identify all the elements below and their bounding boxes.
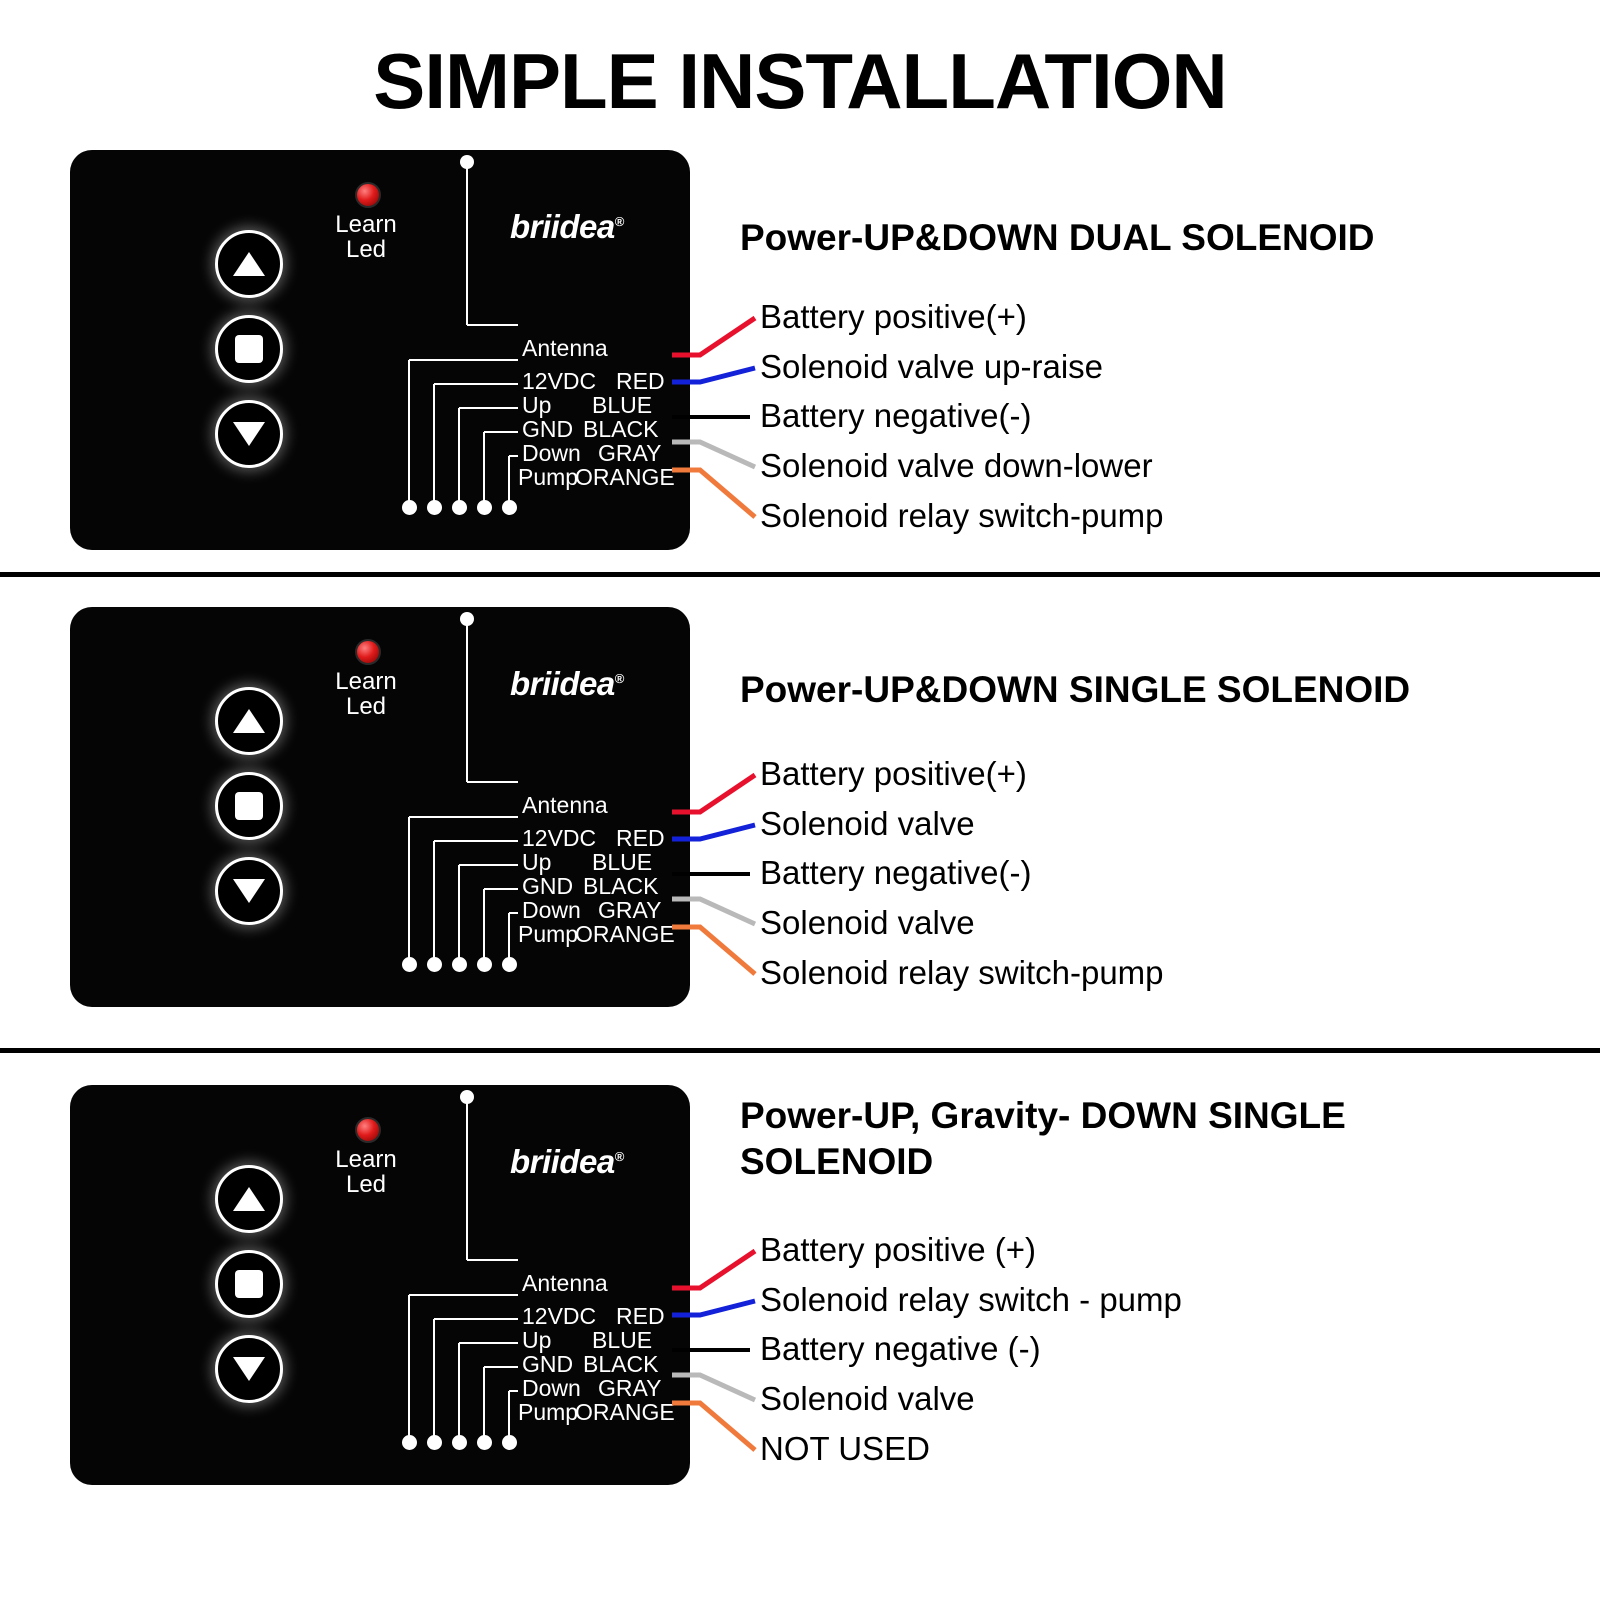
learn-led-label-line2: Led [345,693,387,721]
learn-led-icon [355,639,381,665]
down-button[interactable] [215,400,283,468]
remote-control-panel [70,150,690,550]
learn-led-label-line2: Led [345,236,387,264]
wire-label: Solenoid relay switch-pump [760,497,1164,534]
terminal-pin [452,957,467,972]
terminal-pin [427,500,442,515]
learn-led-label-line2: Led [345,1171,387,1199]
stop-button[interactable] [215,1250,283,1318]
triangle-up-icon [233,1187,265,1211]
learn-led-icon [355,1117,381,1143]
stop-button[interactable] [215,315,283,383]
wire-label: Solenoid relay switch - pump [760,1281,1182,1318]
pin-color-up: BLUE [592,392,653,418]
pin-label-12vdc: 12VDC [522,1303,597,1329]
learn-led-label-line1: Learn [335,668,397,695]
terminal-pin [402,500,417,515]
pin-color-pump: ORANGE [575,921,675,947]
pin-color-gnd: BLACK [583,416,659,442]
pin-color-12vdc: RED [616,368,665,394]
up-button[interactable] [215,230,283,298]
terminal-pin [477,1435,492,1450]
pin-color-down: GRAY [598,440,662,466]
terminal-pin [477,500,492,515]
triangle-down-icon [233,422,265,446]
wire-label: Solenoid relay switch-pump [760,954,1164,991]
pin-label-up: Up [522,849,552,875]
antenna-terminal-dot [460,612,474,626]
pin-color-gnd: BLACK [583,1351,659,1377]
section-heading: Power-UP, Gravity- DOWN SINGLE SOLENOID [740,1095,1346,1183]
terminal-pin [427,1435,442,1450]
pin-color-pump: ORANGE [575,464,675,490]
stop-button[interactable] [215,772,283,840]
section-heading: Power-UP&DOWN SINGLE SOLENOID [740,669,1411,710]
terminal-pin [502,1435,517,1450]
terminal-pin [502,957,517,972]
section-single-solenoid [0,577,1600,1032]
triangle-down-icon [233,879,265,903]
learn-led-label [306,212,426,262]
pin-label-pump: Pump [518,464,579,490]
triangle-down-icon [233,1357,265,1381]
terminal-pin [402,957,417,972]
down-button[interactable] [215,1335,283,1403]
wire-label: Battery positive(+) [760,755,1027,792]
wire-label: NOT USED [760,1430,930,1467]
wire-label: Battery negative(-) [760,854,1032,891]
remote-control-panel [70,607,690,1007]
square-stop-icon [235,1270,263,1298]
section-dual-solenoid [0,120,1600,550]
terminal-pin [452,1435,467,1450]
pin-label-pump: Pump [518,921,579,947]
section-gravity-down-single-solenoid [0,1053,1600,1523]
up-button[interactable] [215,1165,283,1233]
brand-logo [510,1143,624,1181]
triangle-up-icon [233,709,265,733]
learn-led-icon [355,182,381,208]
remote-control-panel [70,1085,690,1485]
brand-name: briidea [510,208,615,245]
page-title: SIMPLE INSTALLATION [373,37,1227,125]
pin-color-pump: ORANGE [575,1399,675,1425]
brand-logo [510,208,624,246]
wire-label: Battery positive(+) [760,298,1027,335]
up-button[interactable] [215,687,283,755]
pin-label-gnd: GND [522,1351,574,1377]
wire-label: Solenoid valve [760,1380,975,1417]
brand-logo [510,665,624,703]
pin-color-down: GRAY [598,1375,662,1401]
brand-name: briidea [510,665,615,702]
square-stop-icon [235,792,263,820]
terminal-pin [477,957,492,972]
terminal-pin [502,500,517,515]
antenna-terminal-dot [460,1090,474,1104]
brand-name: briidea [510,1143,615,1180]
antenna-terminal-dot [460,155,474,169]
wire-label: Battery negative (-) [760,1330,1041,1367]
pin-label-12vdc: 12VDC [522,368,597,394]
pin-label-pump: Pump [518,1399,579,1425]
pin-color-gnd: BLACK [583,873,659,899]
square-stop-icon [235,335,263,363]
triangle-up-icon [233,252,265,276]
wire-label: Battery negative(-) [760,397,1032,434]
wire-label: Battery positive (+) [760,1231,1037,1268]
pin-label-down: Down [522,897,581,923]
pin-color-up: BLUE [592,1327,653,1353]
pin-color-12vdc: RED [616,1303,665,1329]
pin-label-down: Down [522,1375,581,1401]
pin-label-down: Down [522,440,581,466]
section-heading: Power-UP&DOWN DUAL SOLENOID [740,217,1375,258]
pin-label-up: Up [522,392,552,418]
pin-label-gnd: GND [522,873,574,899]
brand-registered-mark: ® [614,671,624,686]
brand-registered-mark: ® [614,1149,624,1164]
pin-color-up: BLUE [592,849,653,875]
pin-label-up: Up [522,1327,552,1353]
terminal-pin [402,1435,417,1450]
brand-registered-mark: ® [614,214,624,229]
pin-color-down: GRAY [598,897,662,923]
learn-led-label [306,1147,426,1197]
antenna-label: Antenna [522,335,608,361]
learn-led-label-line1: Learn [335,211,397,238]
wire-label: Solenoid valve up-raise [760,348,1104,385]
learn-led-label-line1: Learn [335,1146,397,1173]
wire-label: Solenoid valve [760,904,975,941]
learn-led-label [306,669,426,719]
antenna-label: Antenna [522,792,608,818]
wire-label: Solenoid valve [760,805,975,842]
antenna-label: Antenna [522,1270,608,1296]
pin-color-12vdc: RED [616,825,665,851]
terminal-pin [427,957,442,972]
terminal-pin [452,500,467,515]
pin-label-12vdc: 12VDC [522,825,597,851]
down-button[interactable] [215,857,283,925]
pin-label-gnd: GND [522,416,574,442]
wire-label: Solenoid valve down-lower [760,447,1153,484]
